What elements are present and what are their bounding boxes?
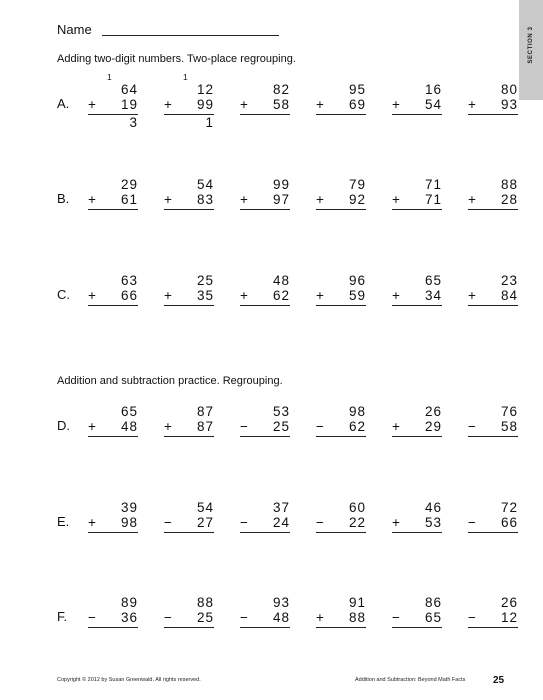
bottom-number: 34 (424, 288, 442, 303)
problem (392, 404, 442, 444)
bottom-number: 62 (272, 288, 290, 303)
answer-line (164, 436, 214, 437)
bottom-number: 99 (196, 97, 214, 112)
problem (240, 595, 290, 635)
operator: + (88, 419, 96, 434)
operator: + (316, 288, 324, 303)
operator: + (468, 288, 476, 303)
bottom-number: 36 (120, 610, 138, 625)
bottom-number: 62 (348, 419, 366, 434)
top-number: 23 (500, 273, 518, 288)
row-letter: B. (57, 191, 70, 206)
operator: + (392, 515, 400, 530)
problem (316, 177, 366, 217)
top-number: 48 (272, 273, 290, 288)
top-number: 88 (196, 595, 214, 610)
bottom-number: 59 (348, 288, 366, 303)
answer-line (468, 305, 518, 306)
operator: + (316, 97, 324, 112)
top-number: 29 (120, 177, 138, 192)
problem (88, 404, 138, 444)
problem (240, 500, 290, 540)
page-number: 25 (493, 675, 505, 686)
answer-line (240, 532, 290, 533)
top-number: 99 (272, 177, 290, 192)
bottom-number: 25 (272, 419, 290, 434)
operator: − (392, 610, 400, 625)
answer-line (468, 532, 518, 533)
top-number: 25 (196, 273, 214, 288)
problem (316, 595, 366, 635)
problem (316, 500, 366, 540)
problem (164, 500, 214, 540)
problem (468, 404, 518, 444)
answer-line (316, 114, 366, 115)
top-number: 98 (348, 404, 366, 419)
problem (240, 177, 290, 217)
problem (164, 404, 214, 444)
top-number: 72 (500, 500, 518, 515)
footer-book-title: Addition and Subtraction: Beyond Math Facts (355, 677, 466, 683)
top-number: 65 (120, 404, 138, 419)
top-number: 87 (196, 404, 214, 419)
bottom-number: 58 (272, 97, 290, 112)
problem (164, 177, 214, 217)
top-number: 76 (500, 404, 518, 419)
bottom-number: 65 (424, 610, 442, 625)
answer-line (240, 209, 290, 210)
answer-line (316, 627, 366, 628)
top-number: 26 (424, 404, 442, 419)
answer-line (392, 436, 442, 437)
section-tab-label: SECTION 3 (528, 26, 534, 64)
bottom-number: 19 (120, 97, 138, 112)
answer-line (392, 114, 442, 115)
bottom-number: 87 (196, 419, 214, 434)
problem (316, 273, 366, 313)
top-number: 86 (424, 595, 442, 610)
problem (468, 595, 518, 635)
top-number: 64 (120, 82, 138, 97)
problem (240, 273, 290, 313)
operator: + (164, 288, 172, 303)
answer-line (468, 436, 518, 437)
problem (392, 273, 442, 313)
operator: + (164, 192, 172, 207)
operator: + (392, 192, 400, 207)
problem (392, 82, 442, 122)
operator: + (240, 97, 248, 112)
bottom-number: 83 (196, 192, 214, 207)
bottom-number: 25 (196, 610, 214, 625)
answer-line (240, 114, 290, 115)
operator: − (468, 610, 476, 625)
operator: − (468, 515, 476, 530)
operator: − (164, 610, 172, 625)
bottom-number: 71 (424, 192, 442, 207)
problem (164, 595, 214, 635)
answer-line (468, 209, 518, 210)
problem (240, 404, 290, 444)
name-label: Name (57, 22, 92, 37)
answer-line (392, 209, 442, 210)
top-number: 79 (348, 177, 366, 192)
bottom-number: 48 (120, 419, 138, 434)
section-tab (519, 0, 543, 100)
row-letter: A. (57, 96, 70, 111)
top-number: 93 (272, 595, 290, 610)
bottom-number: 84 (500, 288, 518, 303)
answer-line (468, 627, 518, 628)
operator: + (88, 515, 96, 530)
operator: − (468, 419, 476, 434)
answer-line (240, 436, 290, 437)
operator: + (468, 97, 476, 112)
operator: + (88, 192, 96, 207)
operator: − (240, 515, 248, 530)
row-letter: C. (57, 287, 70, 302)
top-number: 39 (120, 500, 138, 515)
answer-line (164, 305, 214, 306)
top-number: 53 (272, 404, 290, 419)
problem (164, 72, 214, 130)
problem (316, 82, 366, 122)
problem (468, 82, 518, 122)
instructions-part1: Adding two-digit numbers. Two-place regrouping. (57, 53, 296, 65)
operator: + (392, 288, 400, 303)
instructions-part2: Addition and subtraction practice. Regrouping. (57, 375, 283, 387)
answer-digit: 3 (129, 115, 137, 130)
operator: − (164, 515, 172, 530)
answer-line (316, 305, 366, 306)
problem (164, 273, 214, 313)
bottom-number: 54 (424, 97, 442, 112)
operator: + (88, 288, 96, 303)
answer-line (316, 209, 366, 210)
answer-line (164, 532, 214, 533)
answer-line (468, 114, 518, 115)
top-number: 37 (272, 500, 290, 515)
row-letter: E. (57, 514, 70, 529)
row-letter: D. (57, 418, 70, 433)
top-number: 54 (196, 177, 214, 192)
top-number: 46 (424, 500, 442, 515)
operator: + (392, 419, 400, 434)
bottom-number: 12 (500, 610, 518, 625)
operator: − (240, 610, 248, 625)
operator: + (316, 192, 324, 207)
problem (392, 500, 442, 540)
answer-line (88, 532, 138, 533)
problem (468, 273, 518, 313)
bottom-number: 35 (196, 288, 214, 303)
problem (88, 72, 138, 130)
operator: + (240, 288, 248, 303)
problem (88, 595, 138, 635)
operator: − (316, 515, 324, 530)
operator: + (468, 192, 476, 207)
problem (392, 595, 442, 635)
top-number: 71 (424, 177, 442, 192)
carry-digit: 1 (183, 72, 188, 82)
bottom-number: 28 (500, 192, 518, 207)
problem (392, 177, 442, 217)
problem (240, 82, 290, 122)
problem (88, 500, 138, 540)
answer-line (240, 305, 290, 306)
bottom-number: 66 (120, 288, 138, 303)
operator: − (88, 610, 96, 625)
bottom-number: 27 (196, 515, 214, 530)
bottom-number: 53 (424, 515, 442, 530)
top-number: 54 (196, 500, 214, 515)
bottom-number: 58 (500, 419, 518, 434)
operator: + (88, 97, 96, 112)
bottom-number: 93 (500, 97, 518, 112)
answer-line (164, 209, 214, 210)
top-number: 16 (424, 82, 442, 97)
answer-digit: 1 (205, 115, 213, 130)
bottom-number: 29 (424, 419, 442, 434)
name-line (102, 35, 279, 36)
problem (88, 273, 138, 313)
top-number: 65 (424, 273, 442, 288)
problem (88, 177, 138, 217)
top-number: 26 (500, 595, 518, 610)
bottom-number: 98 (120, 515, 138, 530)
top-number: 88 (500, 177, 518, 192)
answer-line (88, 305, 138, 306)
answer-line (392, 305, 442, 306)
carry-digit: 1 (107, 72, 112, 82)
bottom-number: 24 (272, 515, 290, 530)
footer-copyright: Copyright © 2012 by Susan Greenwald. All rights reserved. (57, 677, 201, 683)
operator: − (240, 419, 248, 434)
row-letter: F. (57, 609, 68, 624)
problem (316, 404, 366, 444)
answer-line (164, 627, 214, 628)
top-number: 80 (500, 82, 518, 97)
operator: + (392, 97, 400, 112)
operator: − (316, 419, 324, 434)
top-number: 96 (348, 273, 366, 288)
top-number: 82 (272, 82, 290, 97)
bottom-number: 97 (272, 192, 290, 207)
answer-line (392, 532, 442, 533)
bottom-number: 92 (348, 192, 366, 207)
answer-line (392, 627, 442, 628)
top-number: 60 (348, 500, 366, 515)
operator: + (164, 97, 172, 112)
bottom-number: 66 (500, 515, 518, 530)
top-number: 91 (348, 595, 366, 610)
answer-line (316, 532, 366, 533)
top-number: 89 (120, 595, 138, 610)
top-number: 95 (348, 82, 366, 97)
top-number: 63 (120, 273, 138, 288)
bottom-number: 61 (120, 192, 138, 207)
problem (468, 177, 518, 217)
answer-line (88, 209, 138, 210)
answer-line (88, 436, 138, 437)
bottom-number: 88 (348, 610, 366, 625)
bottom-number: 48 (272, 610, 290, 625)
answer-line (240, 627, 290, 628)
bottom-number: 69 (348, 97, 366, 112)
problem (468, 500, 518, 540)
operator: + (164, 419, 172, 434)
answer-line (316, 436, 366, 437)
bottom-number: 22 (348, 515, 366, 530)
operator: + (316, 610, 324, 625)
top-number: 12 (196, 82, 214, 97)
answer-line (88, 627, 138, 628)
operator: + (240, 192, 248, 207)
